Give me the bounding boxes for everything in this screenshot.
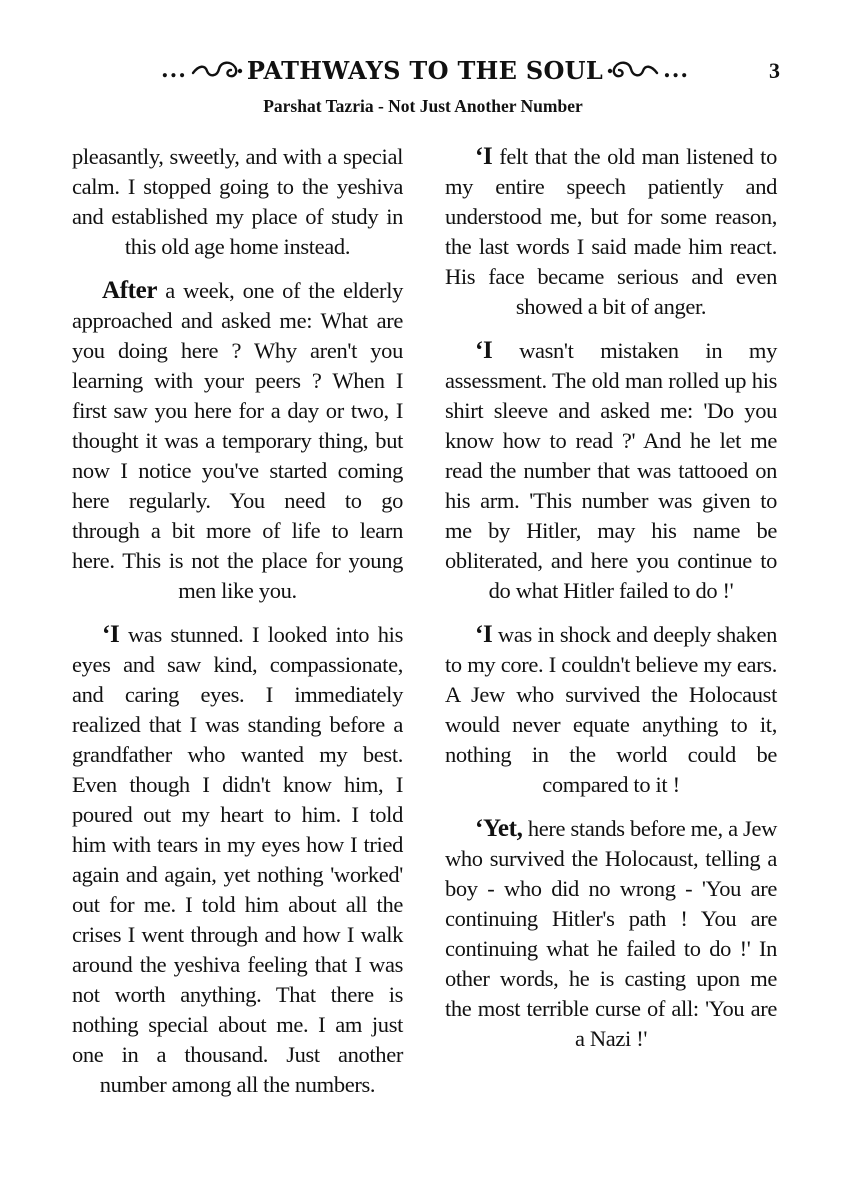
page-title: PATHWAYS TO THE SOUL [246, 55, 604, 85]
paragraph-text: felt that the old man listened to my entire speech patiently and understood me, but for some reason, the last words I said made him react. His face became serious and even showed a bit of anger. [445, 144, 777, 319]
paragraph-text: was stunned. I looked into his eyes and saw kind, compassionate, and caring eyes. I immediately realized that I was standing before a grandfather who wanted my best. Even though I didn't know him, I poured out my heart to him. I told him with tears in my eyes how I tried again and again, yet nothing 'worked' out for me. I told him about all the crises I went through and how I walk around the yeshiva feeling that I was not worth anything. That there is nothing special about me. I am just one in a thousand. Just another number among all the numbers. [72, 622, 403, 1097]
right-column [445, 142, 777, 1068]
page-number: 3 [769, 58, 780, 83]
paragraph [445, 142, 777, 322]
paragraph [445, 814, 777, 1054]
paragraph-lead: After [102, 277, 158, 304]
paragraph-lead: ‘I [102, 621, 120, 648]
paragraph [445, 620, 777, 800]
dots-right: ... [663, 57, 690, 83]
paragraph [72, 276, 403, 606]
paragraph [445, 336, 777, 606]
paragraph-lead: ‘I [475, 621, 493, 648]
paragraph-text: pleasantly, sweetly, and with a special calm. I stopped going to the yeshiva and established my place of study in this old age home instead. [72, 144, 403, 259]
paragraph-lead: ‘I [475, 337, 493, 364]
flourish-left-icon [191, 57, 243, 83]
flourish-right-icon [607, 57, 659, 83]
page-header [0, 46, 846, 98]
paragraph-lead: ‘I [475, 143, 493, 170]
paragraph [72, 620, 403, 1100]
paragraph-text: here stands before me, a Jew who survived the Holocaust, telling a boy - who did no wrong - 'You are continuing Hitler's path ! You are continuing what he failed to do !' In other words, he is casting upon me the most terrible curse of all: 'You are a Nazi !' [445, 816, 777, 1051]
dots-left: ... [160, 57, 187, 83]
title-row [130, 50, 720, 90]
paragraph-text: was in shock and deeply shaken to my core. I couldn't believe my ears. A Jew who survived the Holocaust would never equate anything to it, nothing in the world could be compared to it ! [445, 622, 777, 797]
paragraph-text: wasn't mistaken in my assessment. The old man rolled up his shirt sleeve and asked me: 'Do you know how to read ?' And he let me read the number that was tattooed on his arm. 'This number was given to me by Hitler, may his name be obliterated, and here you continue to do what Hitler failed to do !' [445, 338, 777, 603]
paragraph-lead: ‘Yet, [475, 815, 523, 842]
paragraph-text: a week, one of the elderly approached and asked me: What are you doing here ? Why aren't you learning with your peers ? When I first saw you here for a day or two, I thought it was a temporary thing, but now I notice you've started coming here regularly. You need to go through a bit more of life to learn here. This is not the place for young men like you. [72, 278, 403, 603]
paragraph [72, 142, 403, 262]
page-subtitle: Parshat Tazria - Not Just Another Number [263, 96, 583, 116]
left-column [72, 142, 403, 1114]
